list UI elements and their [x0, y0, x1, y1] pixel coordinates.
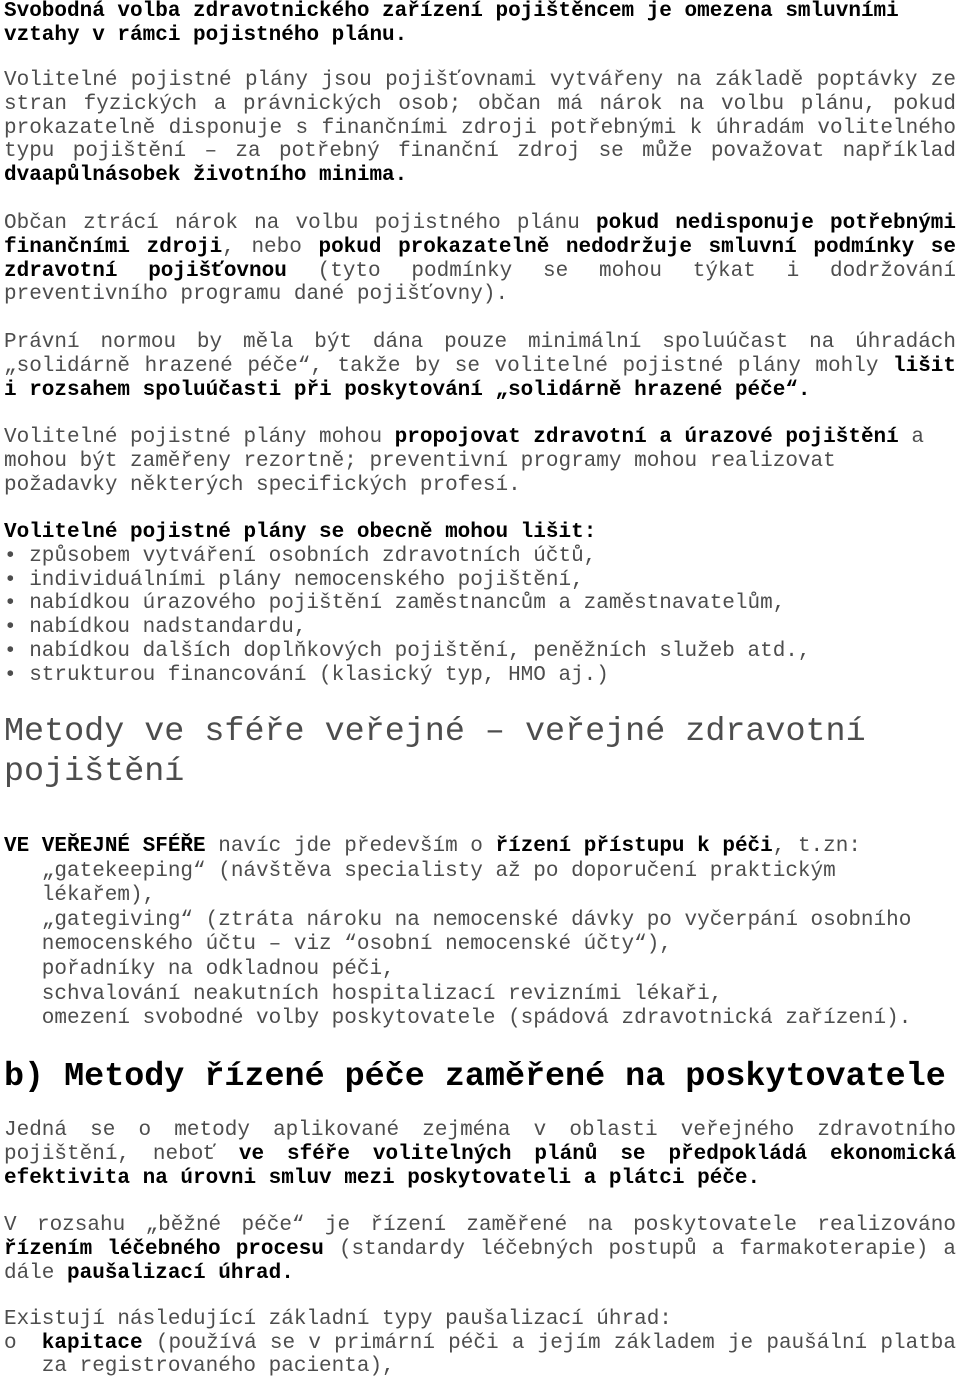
bold-text: paušalizací úhrad.	[67, 1261, 294, 1285]
bold-text: ve sféře volitelných plánů se předpokládá ekonomická efektivita na úrovni smluv mezi poskytovateli a plátci péče.	[4, 1142, 956, 1190]
section-heading-public: Metody ve sféře veřejné – veřejné zdravotní pojištění	[4, 713, 866, 791]
list-item	[4, 664, 956, 688]
list-heading	[4, 521, 956, 545]
list-item-text: strukturou financování (klasický typ, HMO aj.)	[29, 663, 609, 687]
paragraph-facility-choice	[4, 0, 956, 48]
bullet-icon: •	[4, 616, 17, 640]
lump-sum-block	[4, 1308, 956, 1379]
paragraph-cost-sharing	[4, 331, 956, 402]
list-item: „gategiving“ (ztráta nároku na nemocenské dávky po vyčerpání osobního nemocenského účtu – viz “osobní nemocenské účty“),	[41, 908, 912, 957]
bold-text: pokud prokazatelně nedodržuje smluvní podmínky se zdravotní pojišťovnou	[4, 235, 956, 283]
plan-differences-list	[4, 521, 956, 688]
list-marker: o	[4, 1331, 17, 1355]
list-item-text: nabídkou dalších doplňkových pojištění, peněžních služeb atd.,	[29, 639, 811, 663]
list-item: pořadníky na odkladnou péči,	[41, 957, 395, 981]
bold-text: Svobodná volba zdravotnického zařízení pojištěncem je omezena smluvními vztahy v rámci pojistného plánu.	[4, 0, 899, 47]
lump-sum-heading: Existují následující základní typy paušalizací úhrad:	[4, 1308, 672, 1331]
bold-text: kapitace	[41, 1331, 143, 1355]
list-item: schvalování neakutních hospitalizací revizními lékaři,	[41, 982, 723, 1006]
list-item	[4, 616, 956, 640]
text-segment: , nebo	[222, 235, 319, 259]
bold-text: VE VEŘEJNÉ SFÉŘE	[4, 835, 206, 858]
bold-text: lišit i rozsahem spoluúčasti při poskytování „solidárně hrazené péče“.	[4, 354, 956, 402]
list-item	[4, 1332, 956, 1379]
paragraph-care-scope	[4, 1214, 956, 1285]
bold-text: dvaapůlnásobek životního minima.	[4, 164, 408, 188]
list-item	[4, 592, 956, 616]
text-segment: (tyto podmínky se mohou týkat i dodržování preventivního programu dané pojišťovny).	[4, 259, 956, 307]
list-item: „gatekeeping“ (návštěva specialisty až po doporučení praktickým lékařem),	[41, 859, 836, 908]
bullet-icon: •	[4, 544, 17, 568]
paragraph-linking	[4, 426, 956, 497]
bold-text: propojovat zdravotní a úrazové pojištění	[394, 426, 899, 449]
bold-text: řízením léčebného procesu	[4, 1237, 324, 1261]
text-segment: Volitelné pojistné plány mohou	[4, 426, 395, 449]
text-segment: a mohou být zaměřeny rezortně; preventivní programy mohou realizovat požadavky některých specifických profesí.	[4, 426, 924, 497]
text-segment: Volitelné pojistné plány jsou pojišťovnami vytvářeny na základě poptávky ze stran fyzických a právnických osob; občan má nárok na volbu plánu, pokud prokazatelně disponuje s finančními zdroji potřebnými k úhradám volitelného typu pojištění – za potřebný finanční zdroj se může považovat například	[4, 69, 956, 164]
bold-text: pokud nedisponuje potřebnými finančními zdroji	[4, 212, 957, 259]
paragraph-plan-creation	[4, 69, 956, 188]
list-item	[4, 640, 956, 664]
text-segment: , t.zn:	[772, 835, 861, 858]
text-segment: Právní normou by měla být dána pouze minimální spoluúčast na úhradách „solidárně hrazené péče“, takže by se volitelné pojistné plány mohly	[4, 331, 956, 378]
list-item-text: individuálními plány nemocenského pojištění,	[29, 568, 584, 592]
bullet-icon: •	[4, 639, 17, 663]
text-segment: Jedná se o metody aplikované zejména v oblasti veřejného zdravotního pojištění, neboť	[4, 1119, 956, 1166]
section-heading-provider: b) Metody řízené péče zaměřené na poskytovatele	[4, 1058, 946, 1096]
bold-text: řízení přístupu k péči	[495, 835, 773, 858]
list-item-text: způsobem vytváření osobních zdravotních účtů,	[29, 544, 597, 568]
list-item-text: nabídkou nadstandardu,	[29, 616, 307, 640]
text-segment: (standardy léčebných postupů a farmakoterapie) a dále	[4, 1237, 956, 1285]
list-item	[4, 569, 956, 593]
bullet-icon: •	[4, 592, 17, 616]
public-sector-intro	[4, 835, 956, 860]
bullet-icon: •	[4, 568, 17, 592]
list-item-text: nabídkou úrazového pojištění zaměstnancům a zaměstnavatelům,	[29, 592, 786, 616]
paragraph-application	[4, 1119, 956, 1190]
text-segment: navíc jde především o	[205, 835, 496, 858]
text-segment: Občan ztrácí nárok na volbu pojistného plánu	[4, 212, 597, 235]
text-segment: V rozsahu „běžné péče“ je řízení zaměřené na poskytovatele realizováno	[4, 1214, 956, 1237]
bold-text: Volitelné pojistné plány se obecně mohou lišit:	[4, 521, 597, 544]
public-sector-block	[4, 835, 956, 1032]
list-item	[4, 545, 956, 569]
list-item-text	[42, 1332, 956, 1379]
text-segment: (používá se v primární péči a jejím základem je paušální platba za registrovaného pacienta),	[41, 1331, 956, 1379]
list-item: omezení svobodné volby poskytovatele (spádová zdravotnická zařízení).	[41, 1007, 912, 1031]
paragraph-loss-of-claim	[4, 212, 956, 307]
bullet-icon: •	[4, 663, 17, 687]
